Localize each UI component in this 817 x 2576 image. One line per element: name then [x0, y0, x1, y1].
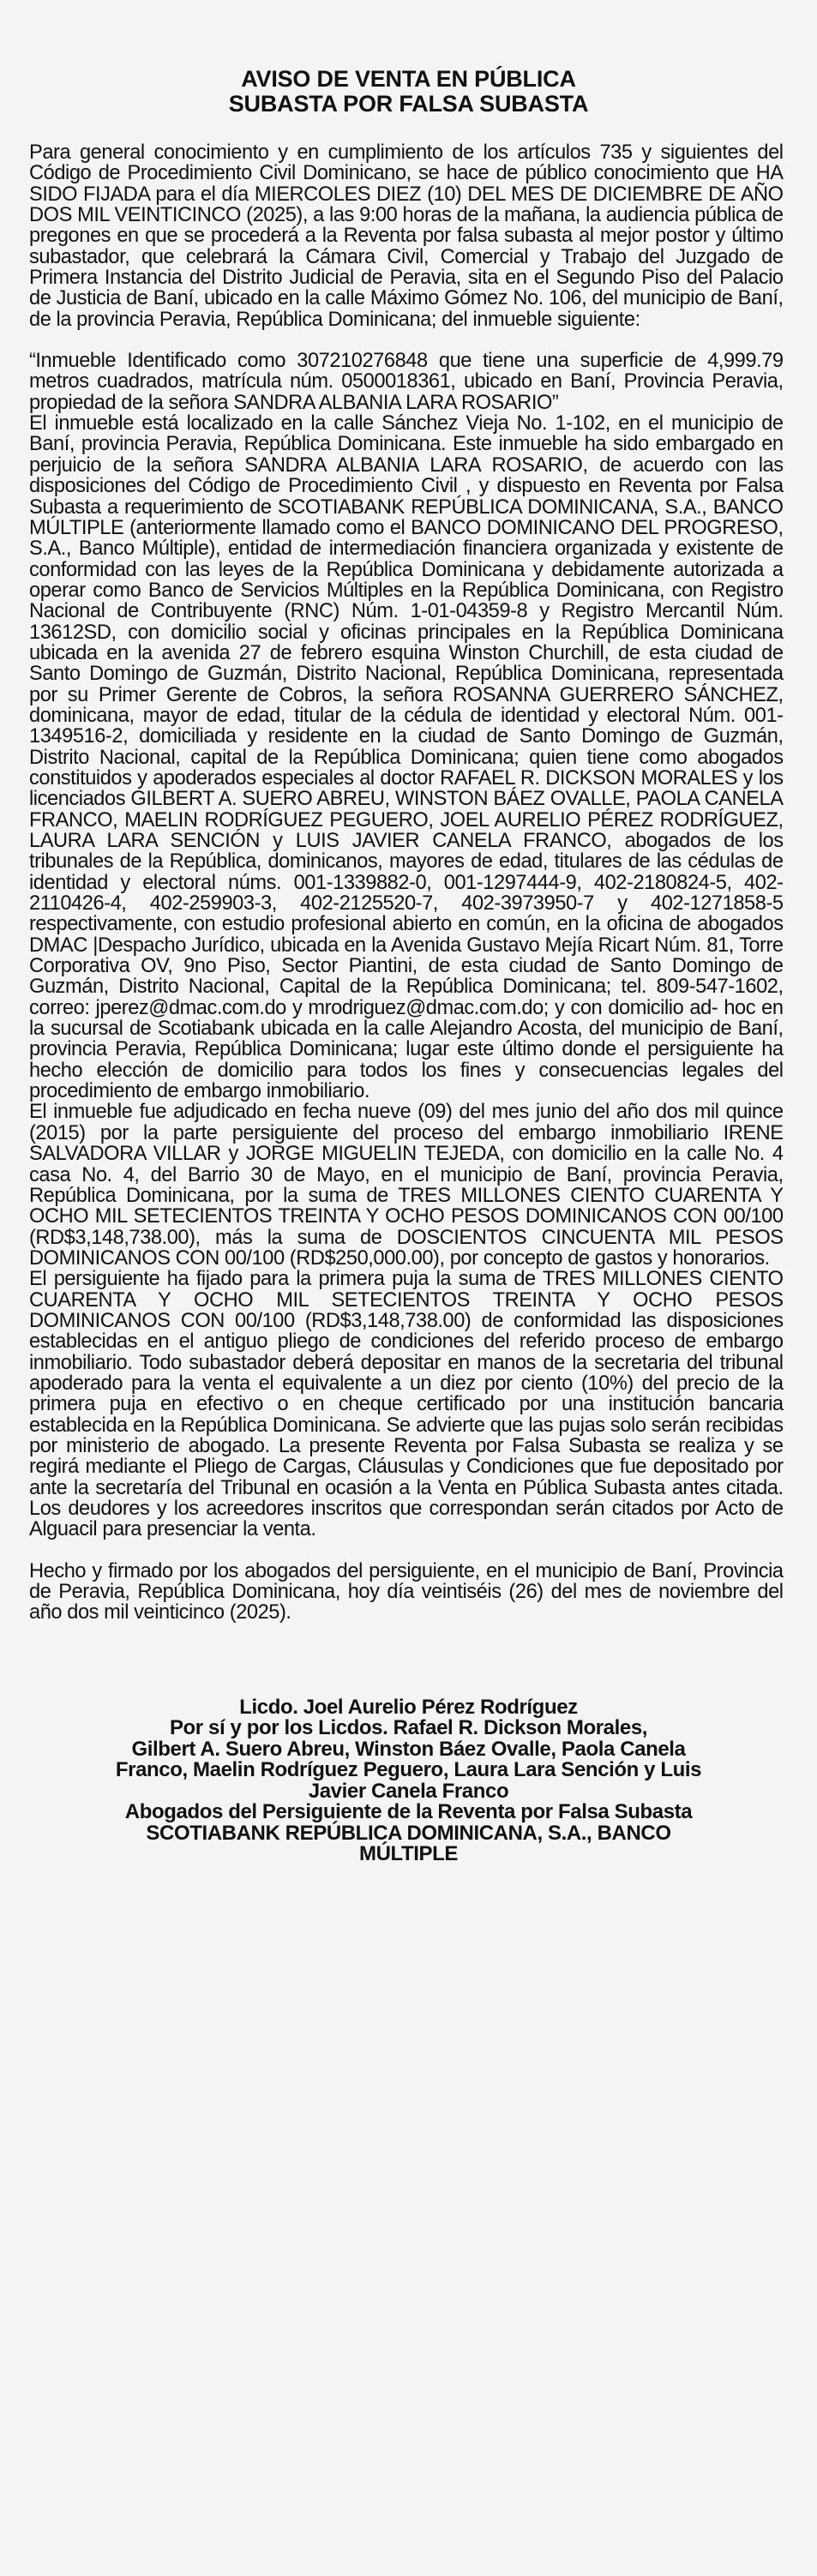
signature-block — [29, 1697, 788, 1865]
paragraph-property-location-and-parties: El inmueble está localizado en la calle Sánchez Vieja No. 1-102, en el municipio de Baní, provincia Peravia, República Dominicana. Este inmueble ha sido embargado en perjuicio de la señora SANDRA ALBANIA LARA ROSARIO, de acuerdo con las disposiciones del Código de Procedimiento Civil , y dispuesto en Reventa por Falsa Subasta a requerimiento de SCOTIABANK REPÚBLICA DOMINICANA, S.A., BANCO MÚLTIPLE (anteriormente llamado como el BANCO DOMINICANO DEL PROGRESO, S.A., Banco Múltiple), entidad de intermediación financiera organizada y existente de conformidad con las leyes de la República Dominicana y debidamente autorizada a operar como Banco de Servicios Múltiples en la República Dominicana, con Registro Nacional de Contribuyente (RNC) Núm. 1-01-04359-8 y Registro Mercantil Núm. 13612SD, con domicilio social y oficinas principales en la República Dominicana ubicada en la avenida 27 de febrero esquina Winston Churchill, de esta ciudad de Santo Domingo de Guzmán, Distrito Nacional, República Dominicana, representada por su Primer Gerente de Cobros, la señora ROSANNA GUERRERO SÁNCHEZ, dominicana, mayor de edad, titular de la cédula de identidad y electoral Núm. 001-1349516-2, domiciliada y residente en la ciudad de Santo Domingo de Guzmán, Distrito Nacional, capital de la República Dominicana; quien tiene como abogados constituidos y apoderados especiales al doctor RAFAEL R. DICKSON MORALES y los licenciados GILBERT A. SUERO ABREU, WINSTON BÁEZ OVALLE, PAOLA CANELA FRANCO, MAELIN RODRÍGUEZ PEGUERO, JOEL AURELIO PÉREZ RODRÍGUEZ, LAURA LARA SENCIÓN y LUIS JAVIER CANELA FRANCO, abogados de los tribunales de la República, dominicanos, mayores de edad, titulares de las cédulas de identidad y electoral núms. 001-1339882-0, 001-1297444-9, 402-2180824-5, 402-2110426-4, 402-259903-3, 402-2125520-7, 402-3973950-7 y 402-1271858-5 respectivamente, con estudio profesional abierto en común, en la oficina de abogados DMAC |Despacho Jurídico, ubicada en la Avenida Gustavo Mejía Ricart Núm. 81, Torre Corporativa OV, 9no Piso, Sector Piantini, de esta ciudad de Santo Domingo de Guzmán, Distrito Nacional, Capital de la República Dominicana; tel. 809-547-1602, correo: jperez@dmac.com.do y mrodriguez@dmac.com.do; y con domicilio ad- hoc en la sucursal de Scotiabank ubicada en la calle Alejandro Acosta, del municipio de Baní, provincia Peravia, República Dominicana; lugar este último donde el persiguiente ha hecho elección de domicilio para todos los fines y consecuencias legales del procedimiento de embargo inmobiliario. — [29, 411, 784, 1103]
signature-line-4: Franco, Maelin Rodríguez Peguero, Laura Lara Sención y Luis — [115, 1758, 702, 1782]
signature-line-7: SCOTIABANK REPÚBLICA DOMINICANA, S.A., BANCO — [146, 1821, 671, 1845]
signature-line-5: Javier Canela Franco — [308, 1779, 509, 1803]
notice-title-line-2: SUBASTA POR FALSA SUBASTA — [228, 91, 589, 117]
notice-title — [29, 67, 788, 117]
signature-line-2: Por sí y por los Licdos. Rafael R. Dickson Morales, — [169, 1716, 648, 1740]
paragraph-spacer — [29, 330, 788, 351]
signature-line-8: MÚLTIPLE — [358, 1842, 458, 1866]
paragraph-spacer — [29, 1540, 788, 1561]
paragraph-auction-announcement: Para general conocimiento y en cumplimiento de los artículos 735 y siguientes del Código de Procedimiento Civil Dominicano, se hace de público conocimiento que HA SIDO FIJADA para el día MIERCOLES DIEZ (10) DEL MES DE DICIEMBRE DE AÑO DOS MIL VEINTICINCO (2025), a las 9:00 horas de la mañana, la audiencia pública de pregones en que se procederá a la Reventa por falsa subasta al mejor postor y último subastador, que celebrará la Cámara Civil, Comercial y Trabajo del Juzgado de Primera Instancia del Distrito Judicial de Peravia, sita en el Segundo Piso del Palacio de Justicia de Baní, ubicado en la calle Máximo Gómez No. 106, del municipio de Baní, de la provincia Peravia, República Dominicana; del inmueble siguiente: — [29, 141, 784, 331]
signature-line-3: Gilbert A. Suero Abreu, Winston Báez Ovalle, Paola Canela — [131, 1737, 686, 1761]
paragraph-first-bid-conditions: El persiguiente ha fijado para la primera puja la suma de TRES MILLONES CIENTO CUARENTA Y OCHO MIL SETECIENTOS TREINTA Y OCHO PESOS DOMINICANOS CON 00/100 (RD$3,148,738.00) de conformidad las disposiciones establecidas en el antiguo pliego de condiciones del referido proceso de embargo inmobiliario. Todo subastador deberá depositar en manos de la secretaria del tribunal apoderado para la venta el equivalente a un diez por ciento (10%) del precio de la primera puja en efectivo o en cheque certificado por una institución bancaria establecida en la República Dominicana. Se advierte que las pujas solo serán recibidas por ministerio de abogado. La presente Reventa por Falsa Subasta se realiza y se regirá mediante el Pliego de Cargas, Cláusulas y Condiciones que fue depositado por ante la secretaría del Tribunal en ocasión a la Venta en Pública Subasta antes citada. Los deudores y los acreedores inscritos que correspondan serán citados por Acto de Alguacil para presenciar la venta. — [29, 1267, 784, 1541]
paragraph-property-identification: “Inmueble Identificado como 307210276848 que tiene una superficie de 4,999.79 metros cuadrados, matrícula núm. 0500018361, ubicado en Baní, Provincia Peravia, propiedad de la señora SANDRA ALBANIA LARA ROSARIO” — [29, 349, 784, 414]
signature-line-1: Licdo. Joel Aurelio Pérez Rodríguez — [239, 1695, 578, 1719]
notice-body — [29, 142, 788, 1624]
paragraph-adjudication: El inmueble fue adjudicado en fecha nueve (09) del mes junio del año dos mil quince (2015) por la parte persiguiente del proceso del embargo inmobiliario IRENE SALVADORA VILLAR y JORGE MIGUELIN TEJEDA, con domicilio en la calle No. 4 casa No. 4, del Barrio 30 de Mayo, en el municipio de Baní, provincia Peravia, República Dominicana, por la suma de TRES MILLONES CIENTO CUARENTA Y OCHO MIL SETECIENTOS TREINTA Y OCHO PESOS DOMINICANOS CON 00/100 (RD$3,148,738.00), más la suma de DOSCIENTOS CINCUENTA MIL PESOS DOMINICANOS CON 00/100 (RD$250,000.00), por concepto de gastos y honorarios. — [29, 1100, 784, 1270]
notice-title-line-1: AVISO DE VENTA EN PÚBLICA — [241, 66, 576, 92]
signature-line-6: Abogados del Persiguiente de la Reventa por Falsa Subasta — [124, 1800, 693, 1824]
paragraph-signed-date: Hecho y firmado por los abogados del persiguiente, en el municipio de Baní, Provincia de Peravia, República Dominicana, hoy día veintiséis (26) del mes de noviembre del año dos mil veinticinco (2025). — [29, 1558, 784, 1624]
